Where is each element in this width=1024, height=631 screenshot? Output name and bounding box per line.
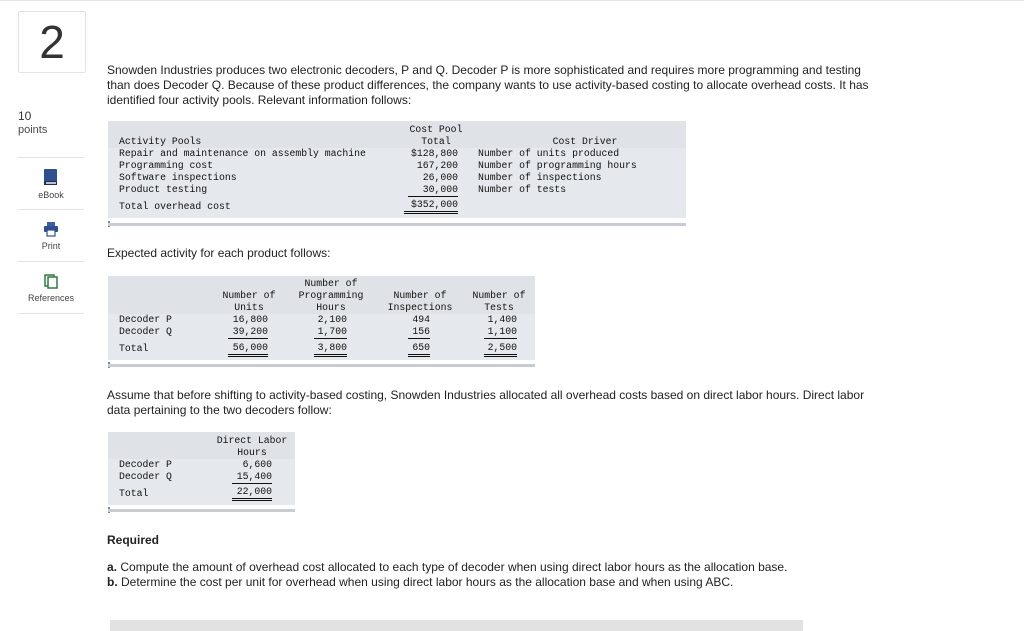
points-label: points — [18, 124, 48, 136]
col-programming: Hours — [316, 302, 346, 313]
tests-value: 1,100 — [484, 326, 517, 339]
col-inspections: Number of — [393, 290, 447, 301]
top-divider — [0, 0, 1024, 1]
tests-value: 1,400 — [487, 314, 517, 325]
pool-driver: Number of inspections — [478, 172, 602, 183]
row-label: Decoder P — [119, 314, 172, 325]
inspections-total: 650 — [408, 342, 430, 357]
print-label: Print — [41, 240, 61, 251]
expected-activity-table — [108, 276, 535, 368]
col-programming: Number of — [304, 278, 358, 289]
units-total: 56,000 — [228, 342, 268, 357]
references-label: References — [27, 292, 75, 303]
item-b-marker: b. — [107, 575, 118, 589]
programming-total: 3,800 — [314, 342, 347, 357]
assume-paragraph: Assume that before shifting to activity-based costing, Snowden Industries allocated all overhead costs based on direct labor hours. Direct labor data pertaining to the two decoders follow: — [107, 388, 865, 417]
total-overhead-label: Total overhead cost — [119, 201, 231, 212]
print-icon — [43, 221, 59, 237]
tests-total: 2,500 — [484, 342, 517, 357]
programming-value: 2,100 — [317, 314, 347, 325]
total-label: Total — [119, 343, 149, 354]
print-button[interactable] — [18, 210, 84, 262]
references-button[interactable] — [18, 262, 84, 314]
table-bottom-bar — [108, 223, 686, 226]
pool-driver: Number of tests — [478, 184, 567, 195]
col-units: Number of — [222, 290, 276, 301]
labor-hours-total: 22,000 — [232, 486, 272, 501]
references-icon — [43, 273, 59, 289]
pool-label: Software inspections — [119, 172, 237, 183]
ebook-icon — [43, 168, 59, 186]
direct-labor-table — [108, 432, 295, 513]
required-item-a — [107, 560, 887, 575]
col-direct-labor: Direct Labor — [216, 435, 288, 446]
col-tests: Tests — [484, 302, 514, 313]
points-value: 10 — [18, 109, 32, 123]
ebook-button[interactable] — [18, 157, 84, 210]
col-hours: Hours — [237, 447, 267, 458]
col-cost-pool: Cost Pool — [409, 124, 463, 135]
units-value: 39,200 — [228, 326, 268, 339]
labor-hours-value: 6,600 — [242, 459, 272, 470]
pool-label: Repair and maintenance on assembly machine — [119, 148, 366, 159]
pool-label: Programming cost — [119, 160, 214, 171]
total-overhead-value: $352,000 — [404, 199, 458, 214]
col-inspections: Inspections — [387, 302, 453, 313]
required-heading — [107, 533, 159, 548]
pool-total: $128,800 — [410, 148, 458, 159]
intro-paragraph: Snowden Industries produces two electronic decoders, P and Q. Decoder P is more sophisticated and requires more programming and testing than does Decoder Q. Because of these product differences, the company wants to use activity-based costing to allocate overhead costs. It has identified four activity pools. Relevant information follows: — [107, 63, 869, 107]
expected-activity-text: Expected activity for each product follows: — [107, 246, 331, 260]
table-bottom-bar — [108, 364, 535, 367]
pool-total: 26,000 — [422, 172, 458, 183]
row-label: Decoder P — [119, 459, 172, 470]
required-item-b — [107, 575, 887, 590]
col-total: Total — [421, 136, 451, 147]
programming-value: 1,700 — [314, 326, 347, 339]
pool-label: Product testing — [119, 184, 208, 195]
pool-driver: Number of units produced — [478, 148, 620, 159]
inspections-value: 156 — [408, 326, 430, 339]
activity-pools-table — [108, 121, 686, 226]
question-number: 2 — [18, 11, 86, 73]
col-tests: Number of — [472, 290, 526, 301]
col-activity-pools: Activity Pools — [119, 136, 202, 147]
row-label: Decoder Q — [119, 471, 172, 482]
answer-tab-bar[interactable] — [110, 620, 803, 631]
required-title: Required — [107, 533, 160, 547]
item-b-text: Determine the cost per unit for overhead when using direct labor hours as the allocation base and when using ABC. — [121, 575, 734, 589]
col-units: Units — [234, 302, 264, 313]
points-box — [18, 109, 47, 137]
units-value: 16,800 — [232, 314, 268, 325]
table-bottom-bar — [108, 509, 295, 512]
pool-driver: Number of programming hours — [478, 160, 637, 171]
col-programming: Programming — [298, 290, 364, 301]
inspections-value: 494 — [412, 314, 430, 325]
col-cost-driver: Cost Driver — [552, 136, 618, 147]
labor-hours-value: 15,400 — [232, 471, 272, 484]
pool-total: 167,200 — [416, 160, 458, 171]
row-label: Decoder Q — [119, 326, 172, 337]
tools-column — [18, 157, 84, 314]
total-label: Total — [119, 488, 149, 499]
ebook-label: eBook — [38, 189, 64, 200]
item-a-text: Compute the amount of overhead cost allocated to each type of decoder when using direct labor hours as the allocation base. — [120, 560, 788, 574]
pool-total: 30,000 — [408, 184, 458, 197]
item-a-marker: a. — [107, 560, 118, 574]
